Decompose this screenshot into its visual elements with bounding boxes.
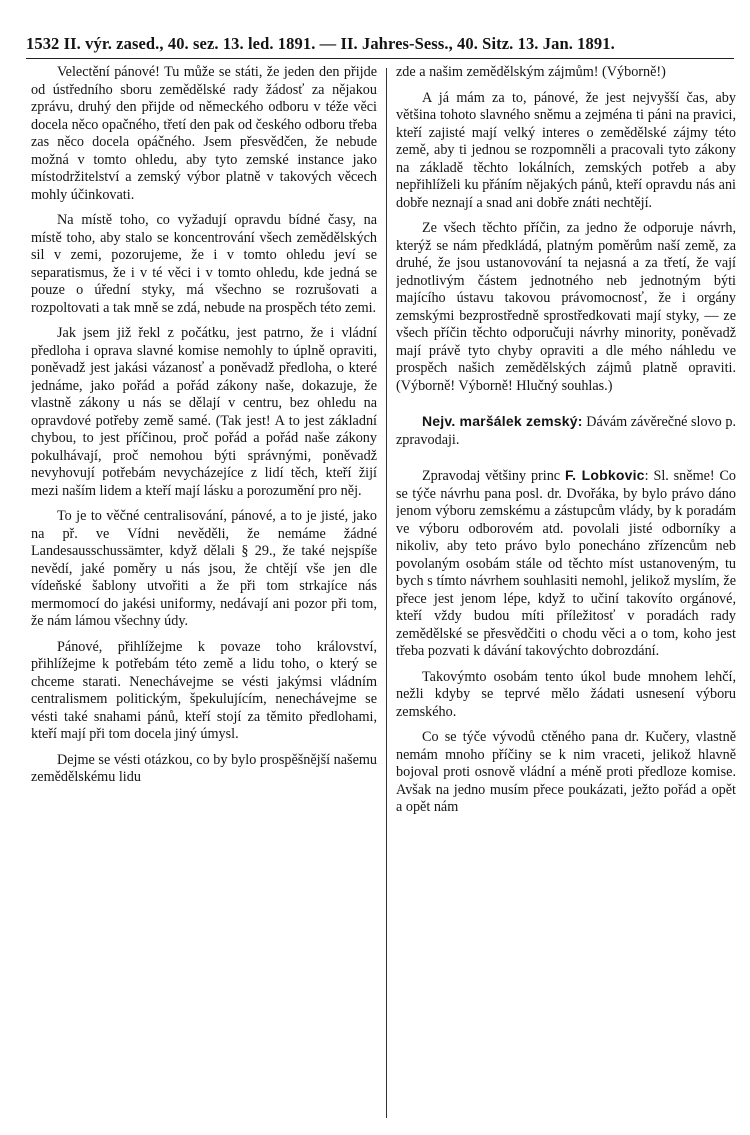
left-paragraph-1: Velectění pánové! Tu může se státi, že jeden den přijde od ústředního sboru zemědělské rady žádosť za nějakou zprávu, druhý den přijde od německého odboru v téže věci docela něco opačného, třetí den pak od českého odboru třeba zas něco docela opáčného. Jsem přesvědčen, že nebude možná v tomto ohledu, aby tyto zemské instance jako místodržitelství a zemský výbor platně v takových věcech mohly účinkovati. [31,64,377,203]
left-paragraph-6: Dejme se vésti otázkou, co by bylo prospěšnější našemu zemědělskému lidu [31,751,377,785]
left-paragraph-2: Na místě toho, co vyžadují opravdu bídné časy, na místě toho, aby stalo se koncentrování všech zemědělských sil v zemi, pozorujeme, že i v tomto ohledu jeví se separatismus, že i v té věci i v tomto ohledu, kde jedná se pouze o úřední styky, má všechno se rozrušovati a rozpoltovati a tak mně se zdá, nebude na prospěch této zemi. [31,212,377,316]
left-paragraph-3: Jak jsem již řekl z počátku, jest patrno, že i vládní předloha i oprava slavné komise nemohly to úplně opraviti, poněvadž jest jakási vázanosť a poněvadž předloha, o které jednáme, jako pořád a pořád zákony naše, dokazuje, že vlastně zákony u nás se dělají v centru, bez ohledu na opravdové potřeby země samé. (Tak jest! A to jest základní chybou, to jest příčinou, proč pořád a pořád naše zákony pokulhávají, proč nemohou býti správnými, poněvadž nevyhovují potřebám nevycházejíce z lidí těch, kteří žijí mezi naším lidem a kteří mají lásku a porozumění pro něj. [31,325,377,499]
speaker-text-marshal: Dávám závěrečné slovo p. zpravodaji. [396,414,736,448]
running-header: 1532 II. výr. zased., 40. sez. 13. led. 1891. — II. Jahres-Sess., 40. Sitz. 13. Jan. 1891. [26,34,615,53]
speaker-paragraph-marshal [396,413,736,449]
speaker-name-lobkovic: F. Lobkovic [564,467,645,483]
right-paragraph-6: Takovýmto osobám tento úkol bude mnohem lehčí, nežli kdyby se teprvé mělo žádati usnesení výboru zemského. [396,668,736,720]
reporter-text: : Sl. sněme! Co se týče návrhu pana posl. dr. Dvořáka, by bylo právo dáno jenom výboru zemskému a zástupcům vlády, by k poradám ve výboru odborovém atd. povolali jisté odborníky a nikoliv, aby teto právo bylo ponecháno zřízencům neb povolaným osobám stále od těchto míst ustanoveným, tu bych s tímto návrhem souhlasiti nemohl, jelikož myslím, že přece jest jenom lépe, když to učiní takovíto orgánové, kteří vždy budou míti příležitosť v poradách rady zemědělské se přesvědčiti o chodu věci a o tom, koho jest třeba pozvati k dávání takovýchto dobrozdání. [396,468,736,659]
right-paragraph-2: A já mám za to, pánové, že jest nejvyšší čas, aby většina tohoto slavného sněmu a zejména ti páni na pravici, kteří zajisté mají velký interes o zemědělské zájmy této země, aby ti jednou se rozpomněli a pracovali tyto zákony na základě těchto lokálních, zemských potřeb a aby nepřihlíželi ku přáním nějakých pánů, kteří opravdu nás ani dobře neznají a snad ani dobře znáti nechtějí. [396,89,736,211]
header-rule [26,58,734,59]
right-column [396,64,736,1124]
speaker-name-marshal: Nejv. maršálek zemský: [422,413,583,429]
speaker-paragraph-reporter [396,467,736,661]
right-paragraph-3: Ze všech těchto příčin, za jedno že odporuje návrh, kterýž se nám předkládá, platným poměrům naší země, za druhé, že jsou ustanovování ta nejasná a za třetí, že vají jednotlivým částem jednotného neb jednotným býti majícího ústavu takovou právomocnosť, že i orgány zemskými bezprostředně sprostředkovati mají styky, — ze všech příčin těchto odporučuji návrhy minority, poněvadž mají právě tyto chyby opraviti a dle mého náhledu ve prospěch našich zemědělských zájmů platně opraviti. (Výborně! Výborně! Hlučný souhlas.) [396,220,736,394]
reporter-intro: Zpravodaj většiny princ [422,468,561,484]
column-divider [386,68,387,1118]
left-paragraph-5: Pánové, přihlížejme k povaze toho království, přihlížejme k potřebám této země a lidu toho, o který se chceme starati. Nenechávejme se vésti jakýmsi vládním centralismem politickým, špekulujícím, nenechávejme se vésti také snahami pánů, kteří stojí za těmito předlohami, kteří mají při tom docela jiný úmysl. [31,638,377,742]
right-paragraph-7: Co se týče vývodů ctěného pana dr. Kučery, vlastně nemám mnoho příčiny se k nim vraceti, jelikož hlavně bojoval proti osnově vládní a méně proti předloze komise. Avšak na jedno musím přece poukázati, ježto pořád a opět a opět nám [396,729,736,815]
left-column [31,64,377,1124]
left-paragraph-4: To je to věčné centralisování, pánové, a to je jisté, jako na př. ve Vídni nevěděli, že nemáme žádné Landesausschussämter, když dělali § 29., že také nejspíše nevědí, jaké poměry u nás jsou, že chtějí vše jen dle vídeňské šablony utvořiti a že při tom strkajíce nás mermomocí do jakési uniformy, nedávají ani pozor při tom, že nám lámou všechny údy. [31,508,377,629]
right-paragraph-1: zde a našim zemědělským zájmům! (Výborně!) [396,64,666,80]
